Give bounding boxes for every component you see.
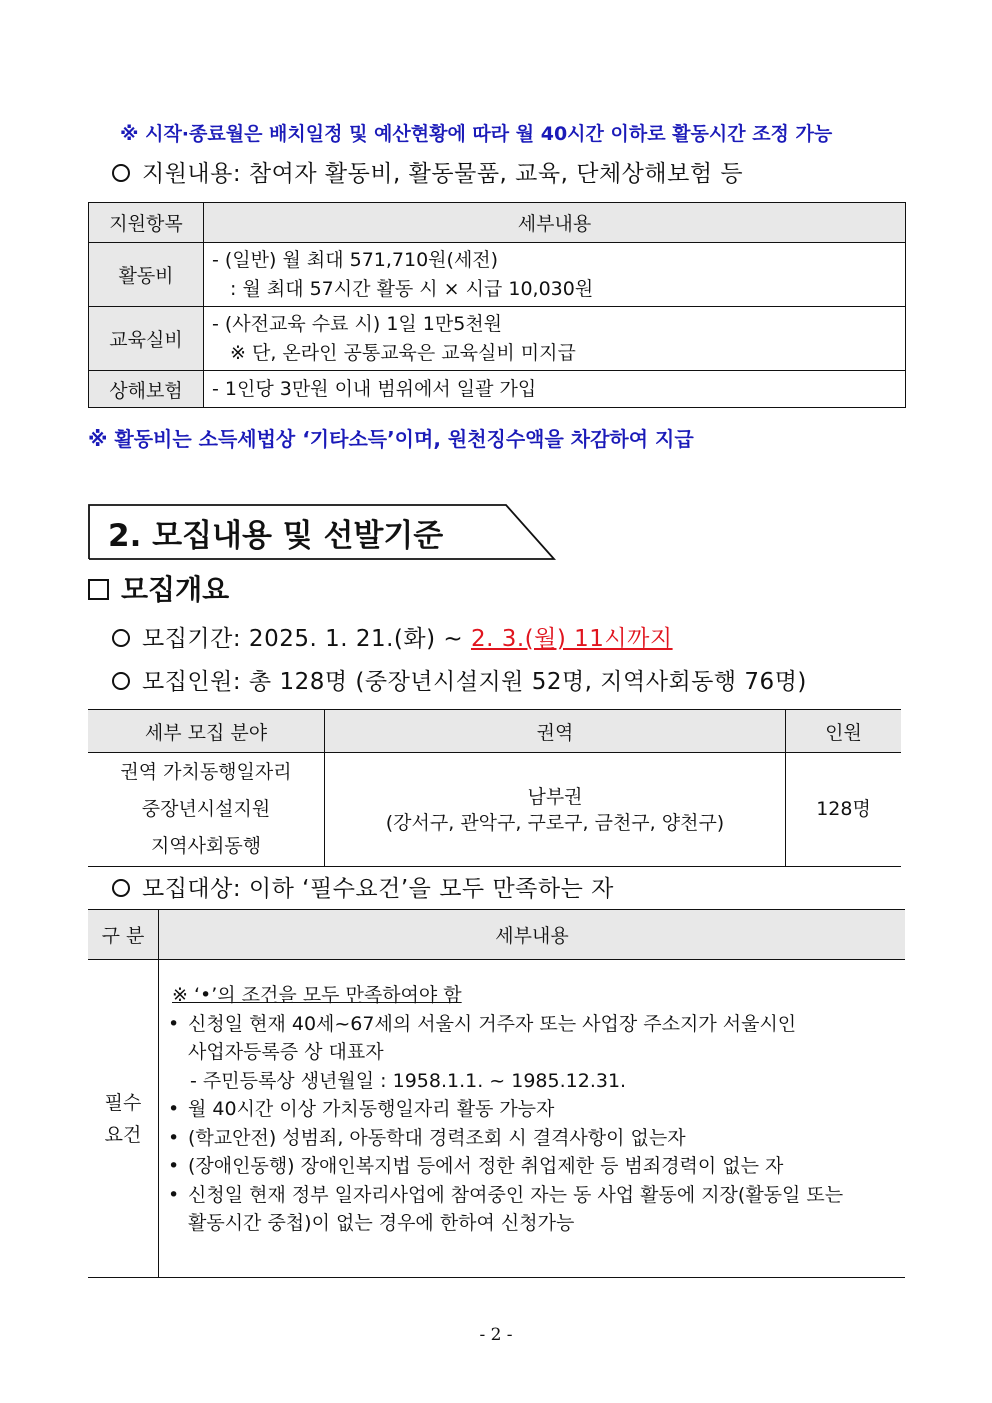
bullet-dot-icon: • <box>168 1126 180 1149</box>
bullet-dot-icon: • <box>168 1155 180 1177</box>
field-cell <box>88 753 325 867</box>
count-text: 모집인원: 총 128명 (중장년시설지원 52명, 지역사회동행 76명) <box>142 669 807 695</box>
income-note: ※ 활동비는 소득세법상 ‘기타소득’이며, 원천징수액을 차감하여 지급 <box>88 427 694 451</box>
detail-line: ※ 단, 온라인 공통교육은 교육실비 미지급 <box>230 341 576 364</box>
period-deadline: 2. 3.(월) 11시까지 <box>470 626 673 652</box>
header-item: 지원항목 <box>89 203 204 243</box>
table-header-row <box>89 203 906 243</box>
row-label: 교육실비 <box>89 307 204 371</box>
field-line: 지역사회동행 <box>150 835 262 857</box>
circle-bullet-icon <box>112 164 130 182</box>
circle-bullet-icon <box>112 629 130 647</box>
header-detail: 세부내용 <box>159 910 906 960</box>
region-cell <box>325 753 786 867</box>
detail-line: - (일반) 월 최대 571,710원(세전) <box>212 248 499 271</box>
overview-heading <box>88 568 229 608</box>
table-header-row <box>88 910 905 960</box>
detail-line: - (사전교육 수료 시) 1일 1만5천원 <box>212 312 503 335</box>
target-text: 모집대상: 이하 ‘필수요건’을 모두 만족하는 자 <box>142 876 614 902</box>
table-row <box>89 243 906 307</box>
list-item <box>168 1181 904 1238</box>
table-row <box>88 753 901 867</box>
detail-line: : 월 최대 57시간 활동 시 × 시급 10,030원 <box>230 277 594 300</box>
item-line: (장애인동행) 장애인복지법 등에서 정한 취업제한 등 범죄경력이 없는 자 <box>188 1155 784 1177</box>
header-field: 세부 모집 분야 <box>88 710 325 753</box>
header-category: 구 분 <box>88 910 159 960</box>
item-line: 신청일 현재 정부 일자리사업에 참여중인 자는 동 사업 활동에 지장(활동일 또는 <box>188 1183 844 1206</box>
support-table <box>88 202 906 408</box>
region-districts: (강서구, 관악구, 구로구, 금천구, 양천구) <box>385 811 725 834</box>
overview-heading-text: 모집개요 <box>121 573 230 606</box>
table-header-row <box>88 710 901 753</box>
table-row <box>88 960 905 1278</box>
row-detail <box>204 371 906 408</box>
category-line: 요건 <box>104 1123 142 1146</box>
item-line: 사업자등록증 상 대표자 <box>188 1041 384 1063</box>
item-line: 월 40시간 이상 가치동행일자리 활동 가능자 <box>188 1098 555 1120</box>
row-detail <box>204 307 906 371</box>
bullet-dot-icon: • <box>168 1012 180 1035</box>
item-line: 활동시간 중첩)이 없는 경우에 한하여 신청가능 <box>188 1212 575 1234</box>
page-number: - 2 - <box>479 1325 513 1345</box>
header-count: 인원 <box>786 710 902 753</box>
list-item <box>168 1152 904 1181</box>
item-line: 신청일 현재 40세~67세의 서울시 거주자 또는 사업장 주소지가 서울시인 <box>188 1012 797 1035</box>
row-detail <box>204 243 906 307</box>
section-title: 2. 모집내용 및 선발기준 <box>108 518 444 554</box>
recruit-table <box>88 709 901 867</box>
list-item <box>168 1095 904 1124</box>
requirements-note-text: ※ ‘•’의 조건을 모두 만족하여야 함 <box>172 984 462 1006</box>
count-line <box>112 663 807 696</box>
section-header <box>88 503 558 567</box>
checkbox-square-icon <box>88 579 109 600</box>
row-label: 상해보험 <box>89 371 204 408</box>
circle-bullet-icon <box>112 672 130 690</box>
bullet-dot-icon: • <box>168 1098 180 1120</box>
list-item <box>168 1124 904 1153</box>
support-line <box>112 155 743 188</box>
circle-bullet-icon <box>112 879 130 897</box>
row-label: 활동비 <box>89 243 204 307</box>
period-line <box>112 620 673 653</box>
table-row <box>89 307 906 371</box>
target-line <box>112 870 614 903</box>
requirements-note <box>168 981 904 1010</box>
support-text: 지원내용: 참여자 활동비, 활동물품, 교육, 단체상해보험 등 <box>142 161 744 187</box>
count-cell: 128명 <box>786 753 902 867</box>
category-line: 필수 <box>104 1091 142 1114</box>
list-item <box>168 1010 904 1096</box>
bullet-dot-icon: • <box>168 1183 180 1206</box>
header-detail: 세부내용 <box>204 203 906 243</box>
header-region: 권역 <box>325 710 786 753</box>
table-row <box>89 371 906 408</box>
field-line: 권역 가치동행일자리 <box>120 761 292 783</box>
period-label: 모집기간: 2025. 1. 21.(화) ~ <box>142 626 471 652</box>
category-cell <box>88 960 159 1278</box>
schedule-note: ※ 시작·종료월은 배치일정 및 예산현황에 따라 월 40시간 이하로 활동시간 조정 가능 <box>120 123 833 145</box>
region-name: 남부권 <box>527 785 583 808</box>
requirements-table <box>88 909 905 1278</box>
requirements-cell <box>159 960 906 1278</box>
detail-line: - 1인당 3만원 이내 범위에서 일괄 가입 <box>212 377 537 400</box>
item-subline: - 주민등록상 생년월일 : 1958.1.1. ~ 1985.12.31. <box>190 1069 627 1092</box>
field-line: 중장년시설지원 <box>141 798 271 820</box>
item-line: (학교안전) 성범죄, 아동학대 경력조회 시 결격사항이 없는자 <box>188 1126 686 1149</box>
